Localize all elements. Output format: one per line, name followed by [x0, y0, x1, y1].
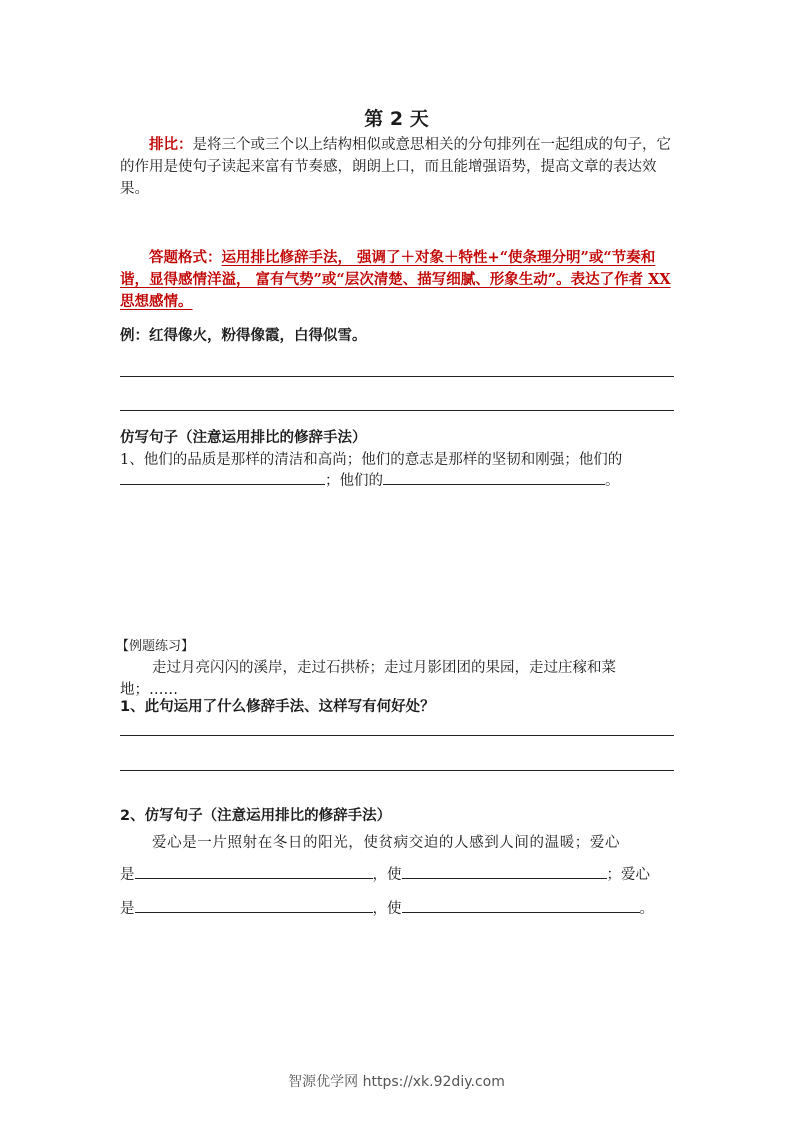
answer-line[interactable]: [120, 376, 674, 377]
fill-blank[interactable]: [402, 898, 640, 913]
fill-blank[interactable]: [383, 470, 605, 485]
shi-label: 是: [120, 901, 135, 917]
imitation-blanks-row: [120, 470, 675, 492]
imitation-heading: 仿写句子（注意运用排比的修辞手法）: [120, 430, 367, 446]
imitation-mid: ；他们的: [325, 473, 383, 489]
question-2: 2、仿写句子（注意运用排比的修辞手法）: [120, 808, 392, 824]
fill-blank[interactable]: [135, 864, 373, 879]
shi-label: 是: [120, 867, 135, 883]
question-2-text: 爱心是一片照射在冬日的阳光，使贫病交迫的人感到人间的温暖；爱心: [152, 835, 621, 851]
comma-shi: ，使: [372, 867, 402, 883]
example-sentence: 例：红得像火，粉得像霞，白得似雪。: [120, 328, 367, 344]
answer-line[interactable]: [120, 735, 674, 736]
fill-blank[interactable]: [402, 864, 607, 879]
semicolon-aixin: ；爱心: [606, 867, 650, 883]
practice-text-line1: 走过月亮闪闪的溪岸，走过石拱桥；走过月影团团的果园，走过庄稼和菜: [152, 660, 616, 676]
question-1: 1、此句运用了什么修辞手法、这样写有何好处？: [120, 699, 435, 715]
answer-format-text: 运用排比修辞手法， 强调了＋对象＋特性+“使条理分明”或“节奏和谐，显得感情洋溢， 富有气势”或“层次清楚、描写细腻、形象生动”。表达了作者 XX 思想感情。: [120, 249, 671, 310]
q2-end: 。: [639, 901, 654, 917]
fill-blank[interactable]: [120, 470, 325, 485]
answer-format-label: 答题格式：: [149, 249, 222, 266]
practice-label: 【例题练习】: [116, 639, 195, 654]
answer-line[interactable]: [120, 770, 674, 771]
answer-format-paragraph: [120, 247, 675, 313]
q2-blanks-row-1: [120, 864, 675, 886]
definition-paragraph: [120, 134, 675, 200]
footer-watermark: 智源优学网 https://xk.92diy.com: [288, 1074, 505, 1090]
definition-text: 是将三个或三个以上结构相似或意思相关的分句排列在一起组成的句子，它的作用是使句子读起来富有节奏感，朗朗上口，而且能增强语势，提高文章的表达效果。: [120, 137, 671, 197]
q2-blanks-row-2: [120, 898, 675, 920]
practice-text-line2: 地；……: [120, 682, 178, 698]
answer-line[interactable]: [120, 410, 674, 411]
page-title: 第 2 天: [364, 108, 429, 130]
imitation-end: 。: [605, 473, 620, 489]
comma-shi: ，使: [372, 901, 402, 917]
imitation-sentence: 1、他们的品质是那样的清洁和高尚；他们的意志是那样的坚韧和刚强；他们的: [120, 452, 623, 468]
definition-term: 排比：: [149, 136, 193, 153]
fill-blank[interactable]: [135, 898, 373, 913]
